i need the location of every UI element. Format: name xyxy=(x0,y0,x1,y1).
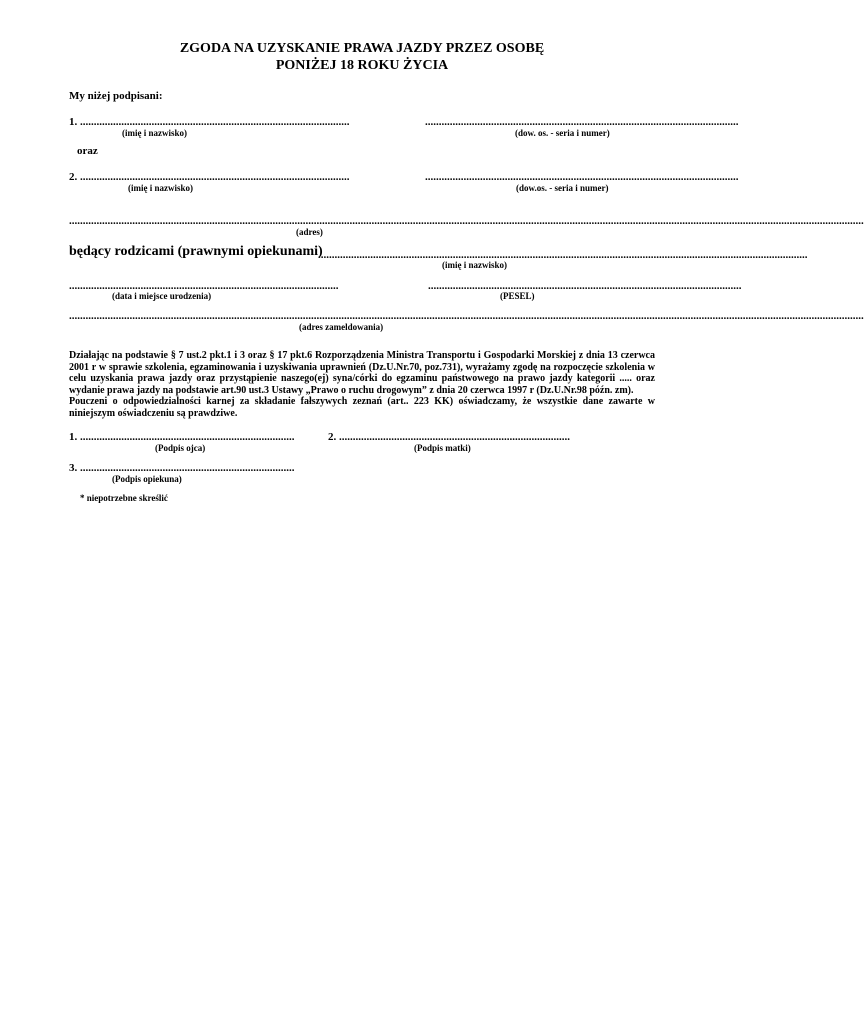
address-label: (adres) xyxy=(296,227,323,237)
mother-signature-field[interactable]: .................................................................................... xyxy=(339,431,570,443)
pesel-field[interactable]: .................................................................................................................. xyxy=(428,280,742,292)
parent2-name-label: (imię i nazwisko) xyxy=(128,183,193,193)
intro-text: My niżej podpisani: xyxy=(69,90,163,102)
parent1-name-label: (imię i nazwisko) xyxy=(122,128,187,138)
father-signature-field[interactable]: .............................................................................. xyxy=(80,431,295,443)
parent1-id-field[interactable]: .................................................................................................................. xyxy=(425,116,739,128)
registered-address-label: (adres zameldowania) xyxy=(299,322,384,332)
mother-signature-label: (Podpis matki) xyxy=(414,443,471,453)
father-signature-number: 1. xyxy=(69,431,78,443)
parent1-number: 1. xyxy=(69,116,78,128)
guardian-signature-field[interactable]: .............................................................................. xyxy=(80,462,295,474)
parent2-number: 2. xyxy=(69,171,78,183)
parent2-id-label: (dow.os. - seria i numer) xyxy=(516,183,609,193)
mother-signature-number: 2. xyxy=(328,431,337,443)
father-signature-label: (Podpis ojca) xyxy=(155,443,206,453)
footnote: * niepotrzebne skreślić xyxy=(80,493,168,503)
consent-paragraph: Działając na podstawie § 7 ust.2 pkt.1 i 3 oraz § 17 pkt.6 Rozporządzenia Ministra Transportu i Gospodarki Morskiej z dnia 13 czerwca 2001 r w sprawie szkolenia, egzaminowania i uzyskiwania uprawnień (Dz.U.Nr.70, poz.731), wyrażamy zgodę na rozpoczęcie szkolenia w celu uzyskania prawa jazdy oraz przystąpienie naszego(ej) syna/córki do egzaminu państwowego na prawo jazdy kategorii ..... oraz wydanie prawa jazdy na podstawie art.90 ust.3 Ustawy „Prawo o ruchu drogowym” z dnia 20 czerwca 1997 r (Dz.U.Nr.98 późn. zm). xyxy=(69,350,655,396)
registered-address-field[interactable]: ................................................................................................................................................................................................................................................................................................. xyxy=(69,310,864,322)
guardian-signature-label: (Podpis opiekuna) xyxy=(112,474,182,484)
parent1-name-field[interactable]: .................................................................................................. xyxy=(80,116,350,128)
pesel-label: (PESEL) xyxy=(500,291,535,301)
birth-field[interactable]: .................................................................................................. xyxy=(69,280,339,292)
guardian-heading: będący rodzicami (prawnymi opiekunami) xyxy=(69,244,323,259)
child-name-field[interactable]: .................................................................................................................................................................................. xyxy=(318,249,808,261)
liability-paragraph: Pouczeni o odpowiedzialności karnej za składanie fałszywych zeznań (art.. 223 KK) oświadczamy, że wszystkie dane zawarte w niniejszym oświadczeniu są prawdziwe. xyxy=(69,396,655,419)
address-field[interactable]: ................................................................................................................................................................................................................................................................................................. xyxy=(69,215,864,227)
conjunction-text: oraz xyxy=(77,145,98,157)
title-line-2: PONIŻEJ 18 ROKU ŻYCIA xyxy=(275,58,449,73)
birth-label: (data i miejsce urodzenia) xyxy=(112,291,212,301)
title-line-1: ZGODA NA UZYSKANIE PRAWA JAZDY PRZEZ OSOBĘ xyxy=(179,41,545,56)
parent2-id-field[interactable]: .................................................................................................................. xyxy=(425,171,739,183)
parent2-name-field[interactable]: .................................................................................................. xyxy=(80,171,350,183)
guardian-signature-number: 3. xyxy=(69,462,78,474)
parent1-id-label: (dow. os. - seria i numer) xyxy=(515,128,610,138)
child-name-label: (imię i nazwisko) xyxy=(442,260,507,270)
